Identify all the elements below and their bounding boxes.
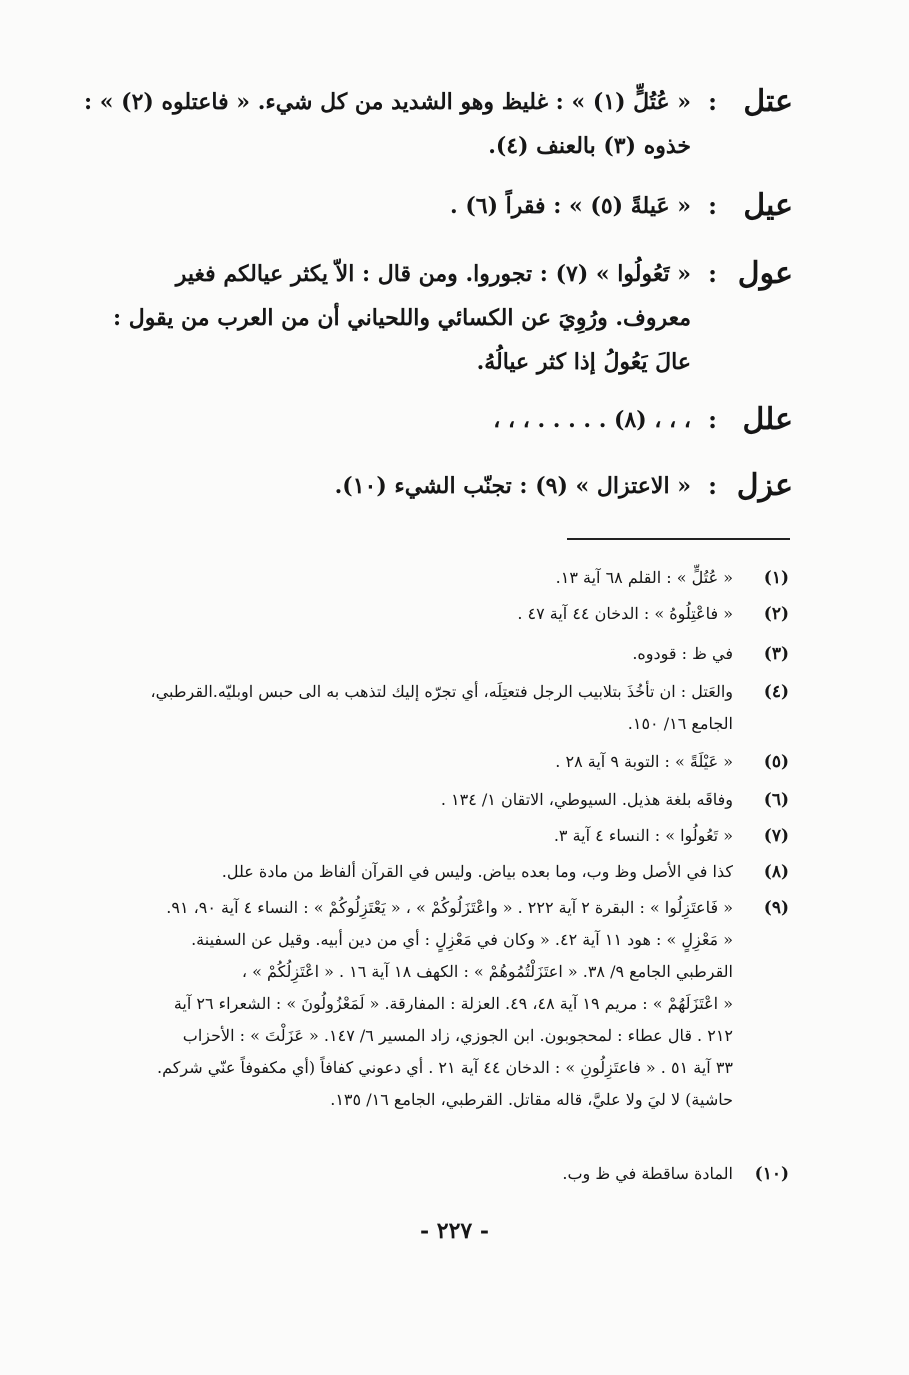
entry-body xyxy=(111,398,691,442)
entry-root: عيل xyxy=(743,188,793,223)
page-number: - ٢٢٧ - xyxy=(419,1218,490,1244)
footnote-separator xyxy=(567,538,790,540)
footnote-number: (١) xyxy=(763,568,789,588)
footnote-line: في ظ : قودوه. xyxy=(632,644,733,663)
footnote-line: القرطبي الجامع ٩/ ٣٨. « اعتَزَلْتُمُوهُمْ » : الكهف ١٨ آية ١٦ . « اعْتَزِلُكُمْ » ، xyxy=(241,962,733,981)
entry-alal xyxy=(111,398,791,442)
footnote-number: (٨) xyxy=(763,862,789,882)
footnote-line: « تَعُولُوا » : النساء ٤ آية ٣. xyxy=(553,826,733,845)
entry-line: « عَيلةً (٥) » : فقراً (٦) . xyxy=(450,193,691,219)
footnote-line: حاشية) لا ليَ ولا عليَّ، قاله مقاتل. القرطبي، الجامع ١٦/ ١٣٥. xyxy=(330,1090,733,1109)
footnote-number: (٥) xyxy=(763,752,789,772)
entry-line: « تَعُولُوا » (٧) : تجوروا. ومن قال : الاّ يكثر عيالكم فغير xyxy=(175,261,691,287)
entry-body xyxy=(111,184,691,228)
footnote-line: الجامع ١٦/ ١٥٠. xyxy=(627,714,733,733)
footnote-line: المادة ساقطة في ظ وب. xyxy=(562,1164,733,1183)
entry-colon: : xyxy=(708,405,717,434)
entry-line: « عُتُلٍّ (١) » : غليظ وهو الشديد من كل شيء. « فاعتلوه (٢) » : xyxy=(83,89,691,115)
entry-colon: : xyxy=(708,259,717,288)
footnote-number: (٤) xyxy=(763,682,789,702)
footnote-line: « عُتُلٍّ » : القلم ٦٨ آية ١٣. xyxy=(555,568,733,587)
footnote-text xyxy=(99,820,733,852)
footnote-6 xyxy=(99,784,789,816)
footnote-line: « اعْتَزَلَهُمْ » : مريم ١٩ آية ٤٨، ٤٩. العزلة : المفارقة. « لَمَعْزُولُونَ » : الشعراء ٢٦ آية xyxy=(173,994,733,1013)
entry-line: عالَ يَعُولُ إذا كثر عيالُهُ. xyxy=(476,349,691,375)
footnote-text xyxy=(99,892,733,1116)
footnote-line: وفاقَه بلغة هذيل. السيوطي، الاتقان ١/ ١٣٤ . xyxy=(440,790,733,809)
entry-root: عزل xyxy=(736,468,793,503)
footnote-text xyxy=(99,784,733,816)
footnote-text xyxy=(99,562,733,594)
footnote-line: « فَاعتَزِلُوا » : البقرة ٢ آية ٢٢٢ . « واعْتَزَلُوكُمْ » ، « يَعْتَزِلُوكُمْ » : النساء ٤ آية ٩٠، ٩١. xyxy=(166,898,733,917)
footnote-number: (٦) xyxy=(763,790,789,810)
footnote-number: (٢) xyxy=(763,604,789,624)
footnote-text xyxy=(99,598,733,630)
entry-root: علل xyxy=(742,402,793,437)
footnote-8 xyxy=(99,856,789,888)
footnote-5 xyxy=(99,746,789,778)
footnote-10 xyxy=(99,1158,789,1190)
footnote-text xyxy=(99,638,733,670)
footnote-line: كذا في الأصل وظ وب، وما بعده بياض. وليس في القرآن ألفاظ من مادة علل. xyxy=(221,862,733,881)
footnote-4 xyxy=(99,676,789,740)
entry-atal xyxy=(83,80,793,168)
footnote-number: (٧) xyxy=(763,826,789,846)
entry-ayl xyxy=(111,184,791,228)
footnote-line: « مَعْزِلٍ » : هود ١١ آية ٤٢. « وكان في مَعْزِلٍ : أي من دين أبيه. وقيل عن السفينة. xyxy=(191,930,733,949)
footnote-9 xyxy=(99,892,789,1116)
entry-body xyxy=(83,80,691,168)
footnote-text xyxy=(99,746,733,778)
footnote-line: ٣٣ آية ٥١ . « فاعتَزِلُونِ » : الدخان ٤٤ آية ٢١ . أي دعوني كفافاً (أي مكفوفاً عنّي شركم. xyxy=(157,1058,733,1077)
footnote-line: والعَتل : ان تأخُذَ بتلابيب الرجل فتعتِلَه، أي تجرّه إليك لتذهب به الى حبس اوبليّه.القرطبي، xyxy=(150,682,733,701)
entry-body xyxy=(111,252,691,384)
entry-colon: : xyxy=(708,87,717,116)
footnote-number: (٩) xyxy=(763,898,789,918)
footnote-text xyxy=(99,856,733,888)
footnote-line: « فاعْتِلُوهُ » : الدخان ٤٤ آية ٤٧ . xyxy=(517,604,733,623)
entry-colon: : xyxy=(708,191,717,220)
footnote-7 xyxy=(99,820,789,852)
footnote-1 xyxy=(99,562,789,594)
footnote-number: (٣) xyxy=(763,644,789,664)
entry-colon: : xyxy=(708,471,717,500)
entry-body xyxy=(111,464,691,508)
footnote-number: (١٠) xyxy=(754,1164,789,1184)
entry-line: خذوه (٣) بالعنف (٤). xyxy=(488,133,691,159)
footnote-text xyxy=(99,676,733,740)
entry-root: عتل xyxy=(743,84,793,119)
entry-azl xyxy=(111,464,791,508)
footnote-text xyxy=(99,1158,733,1190)
footnote-line: ٢١٢ . قال عطاء : لمحجوبون. ابن الجوزي، زاد المسير ٦/ ١٤٧. « عَزَلْتَ » : الأحزاب xyxy=(182,1026,733,1045)
entry-root: عول xyxy=(737,256,793,291)
footnote-3 xyxy=(99,638,789,670)
entry-line: معروف. ورُوِيَ عن الكسائي واللحياني أن من العرب من يقول : xyxy=(113,305,691,331)
entry-line: ، ، ، (٨) . . . . . ، ، ، xyxy=(493,407,691,433)
entry-awl xyxy=(111,252,791,384)
footnote-line: « عَيْلَةً » : التوبة ٩ آية ٢٨ . xyxy=(555,752,733,771)
entry-line: « الاعتزال » (٩) : تجنّب الشيء (١٠). xyxy=(334,473,691,499)
footnote-2 xyxy=(99,598,789,630)
